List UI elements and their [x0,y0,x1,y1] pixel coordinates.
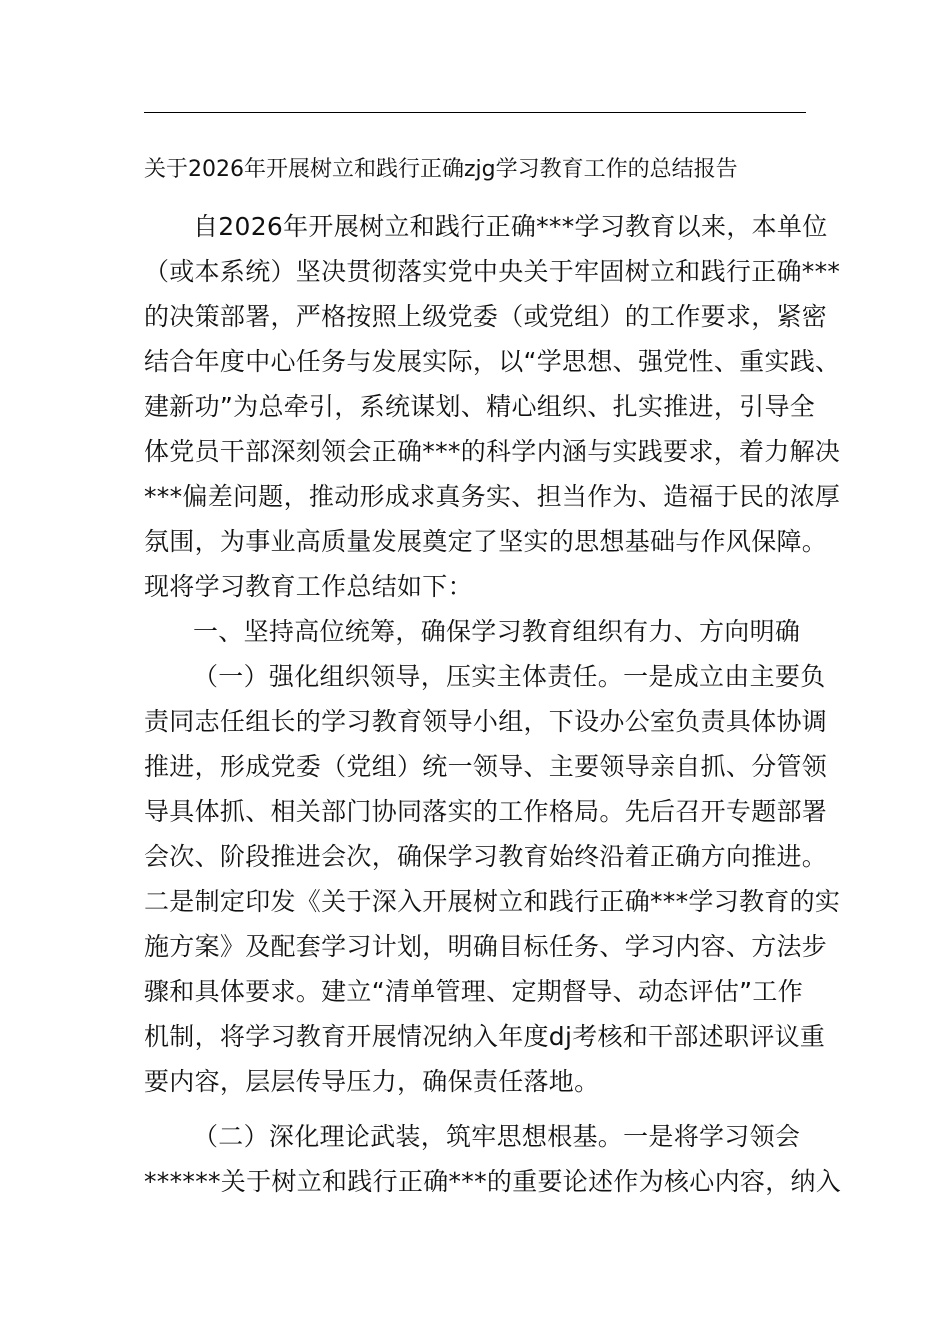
paragraph-line: （或本系统）坚决贯彻落实党中央关于牢固树立和践行正确*** [144,257,841,286]
paragraph-line: 的决策部署，严格按照上级党委（或党组）的工作要求，紧密 [144,302,828,331]
header-rule [144,112,806,113]
document-title: 关于2026年开展树立和践行正确zjg学习教育工作的总结报告 [144,157,738,182]
paragraph-line: 体党员干部深刻领会正确***的科学内涵与实践要求，着力解决 [144,437,841,466]
paragraph-line: 现将学习教育工作总结如下： [144,572,473,601]
paragraph-line: 二是制定印发《关于深入开展树立和践行正确***学习教育的实 [144,887,841,916]
paragraph-line: 施方案》及配套学习计划，明确目标任务、学习内容、方法步 [144,932,828,961]
paragraph-line: （二）深化理论武装，筑牢思想根基。一是将学习领会 [193,1122,801,1151]
paragraph-line: 会次、阶段推进会次，确保学习教育始终沿着正确方向推进。 [144,842,828,871]
section-heading: 一、坚持高位统筹，确保学习教育组织有力、方向明确 [193,617,801,646]
paragraph-line: ******关于树立和践行正确***的重要论述作为核心内容，纳入 [144,1167,842,1196]
paragraph-line: 氛围，为事业高质量发展奠定了坚实的思想基础与作风保障。 [144,527,828,556]
paragraph-line: 骤和具体要求。建立“清单管理、定期督导、动态评估”工作 [144,977,804,1006]
paragraph-line: 建新功”为总牵引，系统谋划、精心组织、扎实推进，引导全 [144,392,816,421]
paragraph-line: （一）强化组织领导，压实主体责任。一是成立由主要负 [193,662,826,691]
paragraph-line: 责同志任组长的学习教育领导小组，下设办公室负责具体协调 [144,707,828,736]
paragraph-line: 机制，将学习教育开展情况纳入年度dj考核和干部述职评议重 [144,1022,826,1051]
paragraph-line: 结合年度中心任务与发展实际，以“学思想、强党性、重实践、 [144,347,841,376]
paragraph-line: ***偏差问题，推动形成求真务实、担当作为、造福于民的浓厚 [144,482,841,511]
paragraph-line: 要内容，层层传导压力，确保责任落地。 [144,1067,600,1096]
paragraph-line: 导具体抓、相关部门协同落实的工作格局。先后召开专题部署 [144,797,828,826]
paragraph-line: 推进，形成党委（党组）统一领导、主要领导亲自抓、分管领 [144,752,828,781]
paragraph-line: 自2026年开展树立和践行正确***学习教育以来，本单位 [193,212,828,241]
